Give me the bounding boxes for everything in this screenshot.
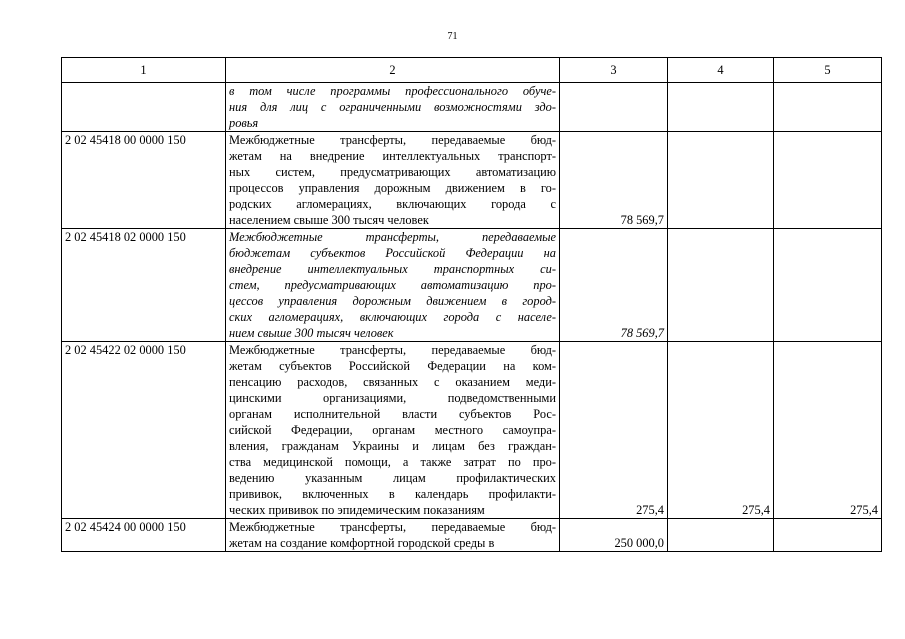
description-line: Межбюджетные трансферты, передаваемые бюд- — [229, 133, 556, 147]
header-cell-3: 3 — [560, 58, 668, 83]
description-line: родских агломерациях, включающих города с — [229, 197, 556, 211]
header-cell-1: 1 — [62, 58, 226, 83]
description-line: стем, предусматривающих автоматизацию про- — [229, 278, 556, 292]
description-cell — [226, 132, 560, 229]
description-line: Межбюджетные трансферты, передаваемые — [229, 230, 556, 244]
header-cell-2: 2 — [226, 58, 560, 83]
description-line: жетам на внедрение интеллектуальных транспорт- — [229, 149, 556, 163]
description-cell — [226, 342, 560, 519]
description-line: Межбюджетные трансферты, передаваемые бюд- — [229, 343, 556, 357]
amount-cell-col4 — [668, 83, 774, 132]
description-line: прививок, включенных в календарь профилакти- — [229, 487, 556, 501]
amount-cell-col4 — [668, 132, 774, 229]
budget-code-cell: 2 02 45424 00 0000 150 — [62, 519, 226, 552]
page-number: 71 — [447, 31, 458, 42]
description-line: органам исполнительной власти субъектов Рос- — [229, 407, 556, 421]
budget-code-cell: 2 02 45422 02 0000 150 — [62, 342, 226, 519]
amount-cell-col5 — [774, 519, 882, 552]
description-line: ческих прививок по эпидемическим показаниям — [229, 503, 485, 517]
description-line: в том числе программы профессионального обуче- — [229, 84, 556, 98]
description-line: цессов управления дорожным движением в город- — [229, 294, 556, 308]
description-line: цинскими организациями, подведомственными — [229, 391, 556, 405]
table-row — [62, 83, 882, 132]
table-row — [62, 342, 882, 519]
description-cell — [226, 229, 560, 342]
table-row — [62, 229, 882, 342]
table-row — [62, 519, 882, 552]
header-cell-4: 4 — [668, 58, 774, 83]
amount-cell-col3 — [560, 83, 668, 132]
description-line: Межбюджетные трансферты, передаваемые бюд- — [229, 520, 556, 534]
budget-table — [61, 57, 882, 552]
description-line: процессов управления дорожным движением в го- — [229, 181, 556, 195]
amount-cell-col3: 78 569,7 — [560, 132, 668, 229]
description-line: ведению указанным лицам профилактических — [229, 471, 556, 485]
amount-cell-col4: 275,4 — [668, 342, 774, 519]
description-line: жетам субъектов Российской Федерации на ком- — [229, 359, 556, 373]
description-line: жетам на создание комфортной городской среды в — [229, 536, 495, 550]
budget-code-cell: 2 02 45418 02 0000 150 — [62, 229, 226, 342]
description-line: вления, гражданам Украины и лицам без граждан- — [229, 439, 556, 453]
description-cell — [226, 83, 560, 132]
header-cell-5: 5 — [774, 58, 882, 83]
amount-cell-col3: 78 569,7 — [560, 229, 668, 342]
description-line: ровья — [229, 116, 259, 130]
description-line: сийской Федерации, органам местного самоупра- — [229, 423, 556, 437]
description-cell — [226, 519, 560, 552]
amount-cell-col4 — [668, 229, 774, 342]
description-line: бюджетам субъектов Российской Федерации на — [229, 246, 556, 260]
amount-cell-col3: 275,4 — [560, 342, 668, 519]
description-line: внедрение интеллектуальных транспортных си- — [229, 262, 556, 276]
amount-cell-col5 — [774, 83, 882, 132]
amount-cell-col5: 275,4 — [774, 342, 882, 519]
header-row — [62, 58, 882, 83]
table-row — [62, 132, 882, 229]
amount-cell-col3: 250 000,0 — [560, 519, 668, 552]
amount-cell-col4 — [668, 519, 774, 552]
description-line: ния для лиц с ограниченными возможностями здо- — [229, 100, 556, 114]
description-line: ства медицинской помощи, а также затрат по про- — [229, 455, 556, 469]
description-line: нием свыше 300 тысяч человек — [229, 326, 394, 340]
description-line: ных систем, предусматривающих автоматизацию — [229, 165, 556, 179]
description-line: населением свыше 300 тысяч человек — [229, 213, 429, 227]
amount-cell-col5 — [774, 229, 882, 342]
budget-code-cell: 2 02 45418 00 0000 150 — [62, 132, 226, 229]
budget-code-cell — [62, 83, 226, 132]
description-line: ских агломерациях, включающих города с населе- — [229, 310, 556, 324]
amount-cell-col5 — [774, 132, 882, 229]
description-line: пенсацию расходов, связанных с оказанием меди- — [229, 375, 556, 389]
